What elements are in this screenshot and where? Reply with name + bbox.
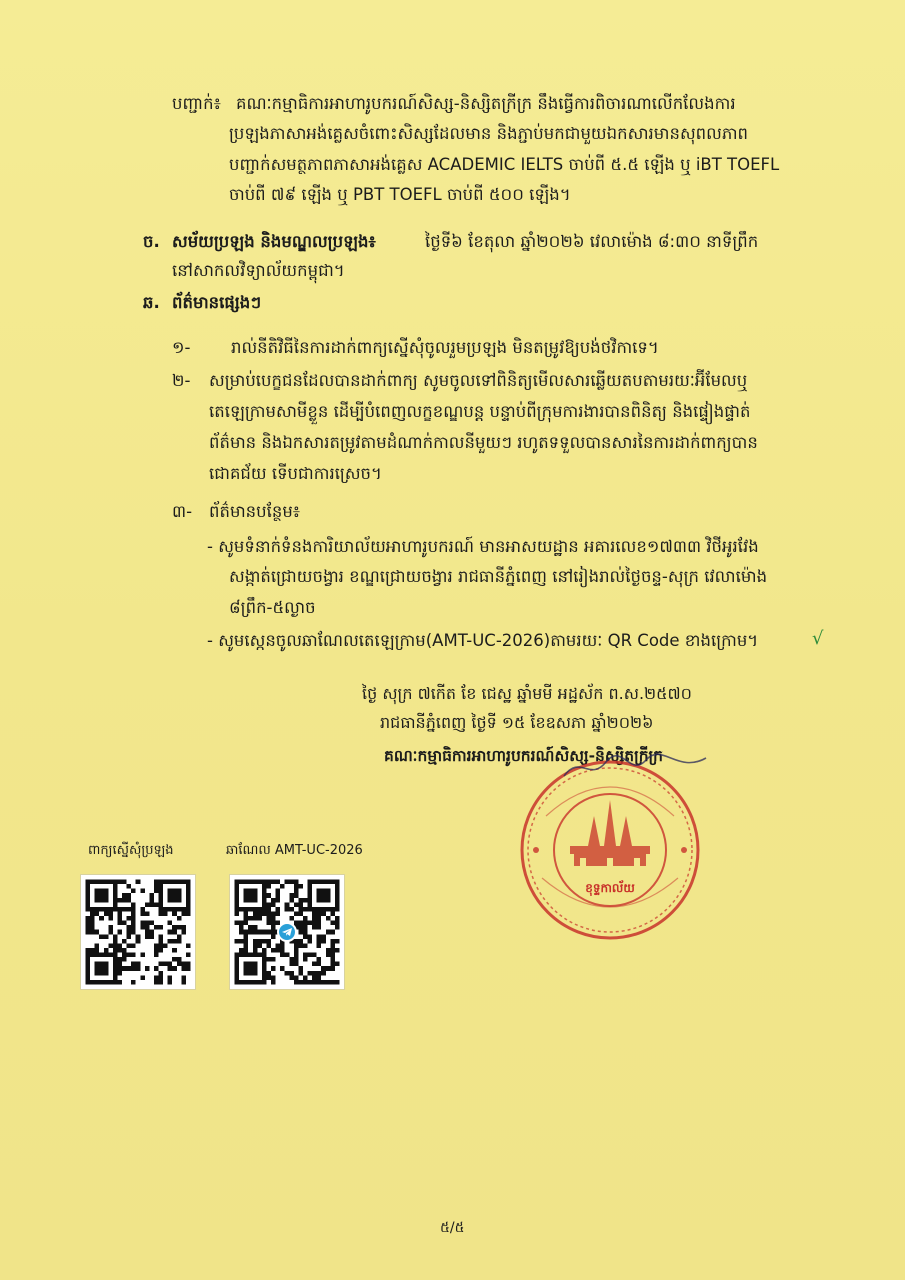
item-1-text: រាល់នីតិវិធីនៃការដាក់ពាក្យស្នើសុំចូលរួមប្រឡង មិនតម្រូវឱ្យបង់ថវិកាទេ។ (231, 338, 659, 357)
qr-code-telegram-channel[interactable] (229, 874, 345, 990)
item-2-line-4: ជោគជ័យ ទើបជាការស្រេច។ (209, 464, 382, 483)
note-line-4: ចាប់ពី ៧៩ ឡើង ឬ PBT TOEFL ចាប់ពី ៥០០ ឡើង។ (229, 185, 571, 204)
sub-2-text: - សូមស្កេនចូលឆាណែលតេឡេក្រាម(AMT-UC-2026)តាមរយៈ QR Code ខាងក្រោម។ (207, 631, 759, 650)
section-ch-line-1: ថ្ងៃទី៦ ខែតុលា ឆ្នាំ២០២៦ វេលាម៉ោង ៨:៣០ នាទីព្រឹក (425, 232, 759, 251)
item-2-line-3: ព័ត៌មាន និងឯកសារតម្រូវតាមដំណាក់កាលនីមួយៗ រហូតទទួលបានសារនៃការដាក់ពាក្យបាន (209, 433, 758, 452)
signing-date: រាជធានីភ្នំពេញ ថ្ងៃទី ១៥ ខែឧសភា ឆ្នាំ២០២៦ (380, 713, 654, 732)
telegram-icon (277, 922, 297, 942)
qr-right-caption: ឆាណែល AMT-UC-2026 (226, 843, 363, 858)
item-2-line-1: សម្រាប់បេក្ខជនដែលបានដាក់ពាក្យ សូមចូលទៅពិនិត្យមើលសារឆ្លើយតបតាមរយៈអ៊ីមែលឬ (209, 371, 748, 390)
sub-1-line-1: - សូមទំនាក់ទំនងការិយាល័យអាហារូបករណ៍ មានអាសយដ្ឋាន អគារលេខ១៧៣៣ វិថីអូរវែង (207, 537, 759, 556)
item-3-number: ៣- (172, 502, 193, 521)
item-2-line-2: តេឡេក្រាមសាមីខ្លួន ដើម្បីបំពេញលក្ខខណ្ឌបន្ត បន្ទាប់ពីក្រុមការងារបានពិនិត្យ និងផ្ទៀងផ្ទាត់ (209, 402, 751, 421)
section-ch-number: ច. (143, 232, 160, 251)
qr-code-application[interactable] (80, 874, 196, 990)
section-chh-number: ឆ. (143, 293, 160, 312)
sub-1-line-3: ៨ព្រឹក-៥ល្ងាច (229, 598, 316, 617)
section-ch-line-2: នៅសាកលវិទ្យាល័យកម្ពុជា។ (172, 261, 345, 280)
sub-1-line-2: សង្កាត់ជ្រោយចង្វារ ខណ្ឌជ្រោយចង្វារ រាជធានីភ្នំពេញ នៅរៀងរាល់ថ្ងៃចន្ទ-សុក្រ វេលាម៉ោង (229, 567, 768, 586)
note-line-1: គណៈកម្មាធិការអាហារូបករណ៍សិស្ស-និស្សិតក្រីក្រ នឹងធ្វើការពិចារណាលើកលែងការ (236, 94, 736, 113)
item-3-heading: ព័ត៌មានបន្ថែម៖ (209, 502, 301, 521)
note-line-2: ប្រឡងភាសាអង់គ្លេសចំពោះសិស្សដែលមាន និងភ្ជាប់មកជាមួយឯកសារមានសុពលភាព (229, 124, 749, 143)
page-number: ៥/៥ (440, 1220, 465, 1236)
seal-center-text: ខុទ្ទកាល័យ (585, 881, 635, 895)
lunar-date: ថ្ងៃ សុក្រ ៧កើត ខែ ជេស្ឋ ឆ្នាំមមី អដ្ឋស័ក ព.ស.២៥៧០ (362, 684, 692, 703)
committee-name: គណៈកម្មាធិការអាហារូបករណ៍សិស្ស-និស្សិតក្រីក្រ (384, 747, 664, 765)
note-label: បញ្ជាក់៖ (172, 94, 221, 113)
note-line-3: បញ្ជាក់សមត្ថភាពភាសាអង់គ្លេស ACADEMIC IELTS ចាប់ពី ៥.៥ ឡើង ឬ iBT TOEFL (229, 155, 780, 174)
section-chh-heading: ព័ត៌មានផ្សេងៗ (172, 293, 262, 312)
item-2-number: ២- (172, 371, 191, 390)
qr-left-caption: ពាក្យស្នើសុំប្រឡង (88, 843, 174, 858)
item-1-number: ១- (172, 338, 191, 357)
section-ch-heading: សម័យប្រឡង និងមណ្ឌលប្រឡង៖ (172, 232, 376, 251)
signature-scribble (560, 748, 710, 788)
handwritten-mark: √ (812, 628, 824, 649)
